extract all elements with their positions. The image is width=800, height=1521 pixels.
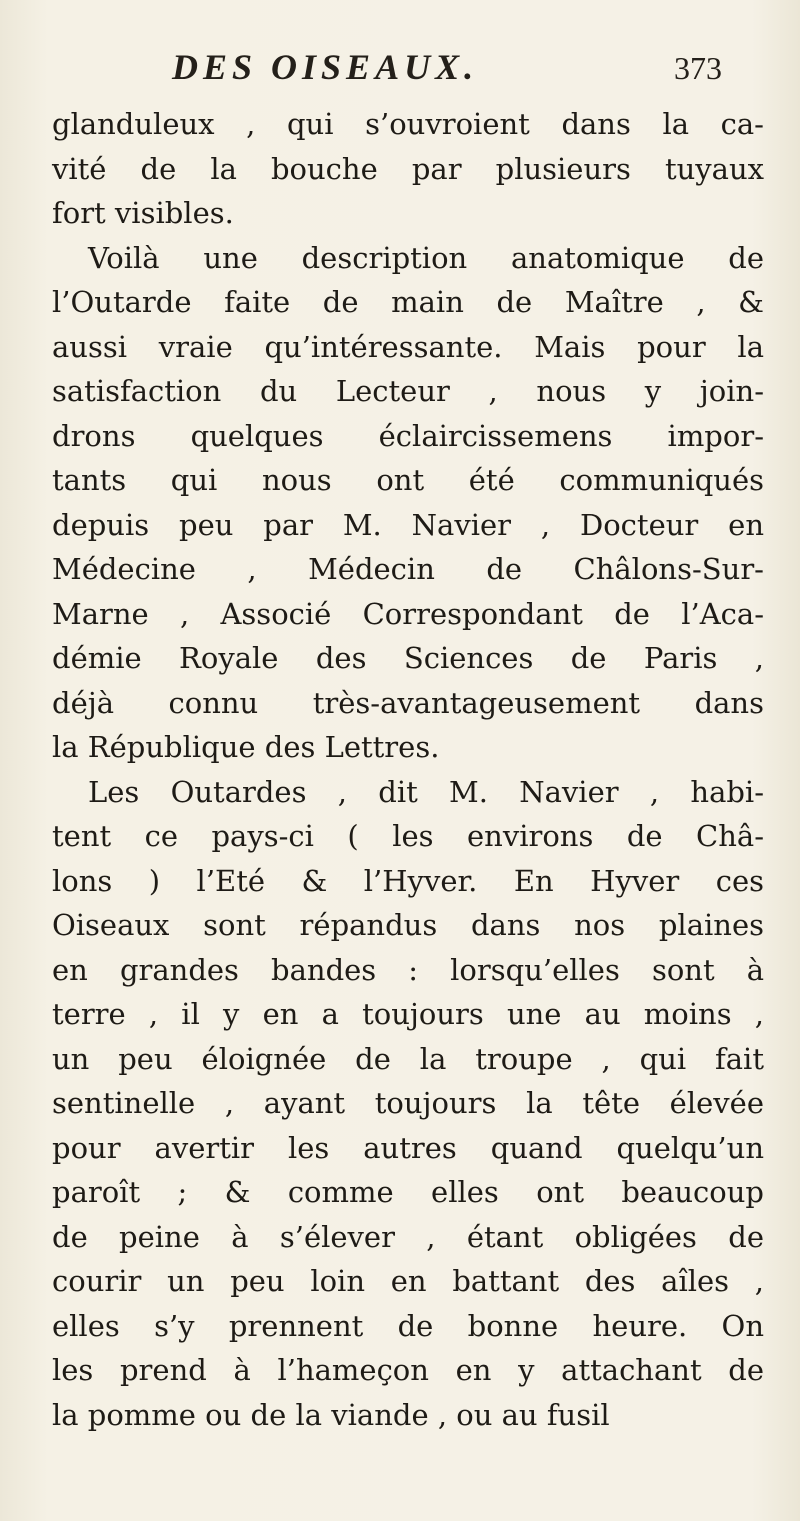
running-title: DES OISEAUX. xyxy=(172,47,479,87)
text-line: Les Outardes , dit M. Navier , habi- xyxy=(88,774,764,809)
text-line: pour avertir les autres quand quelqu’un xyxy=(52,1130,764,1165)
text-line: fort visibles. xyxy=(52,196,234,230)
text-line: glanduleux , qui s’ouvroient dans la ca- xyxy=(52,107,764,141)
text-line: de peine à s’élever , étant obligées de xyxy=(52,1219,764,1254)
text-line: courir un peu loin en battant des aîles , xyxy=(52,1264,764,1298)
text-line: elles s’y prennent de bonne heure. On xyxy=(52,1308,764,1343)
text-line: l’Outarde faite de main de Maître , & xyxy=(52,285,764,319)
text-line: Marne , Associé Correspondant de l’Aca- xyxy=(52,596,764,631)
text-line: sentinelle , ayant toujours la tête élevée xyxy=(52,1086,764,1120)
text-line: tants qui nous ont été communiqués xyxy=(52,463,764,497)
text-line: Oiseaux sont répandus dans nos plaines xyxy=(52,908,764,942)
text-line: Voilà une description anatomique de xyxy=(88,240,764,275)
text-line: en grandes bandes : lorsqu’elles sont à xyxy=(52,952,764,987)
text-line: drons quelques éclaircissemens impor- xyxy=(52,418,764,453)
text-line: déjà connu très-avantageusement dans xyxy=(52,685,764,720)
text-line: vité de la bouche par plusieurs tuyaux xyxy=(52,151,764,186)
page-header xyxy=(172,46,722,96)
text-line: la pomme ou de la viande , ou au fusil xyxy=(52,1397,610,1432)
text-line: satisfaction du Lecteur , nous y join- xyxy=(52,374,764,408)
text-line: la République des Lettres. xyxy=(52,730,440,764)
text-line: démie Royale des Sciences de Paris , xyxy=(52,641,764,675)
text-line: lons ) l’Eté & l’Hyver. En Hyver ces xyxy=(52,863,764,898)
text-line: aussi vraie qu’intéressante. Mais pour la xyxy=(52,329,764,364)
text-line: tent ce pays-ci ( les environs de Châ- xyxy=(52,819,764,853)
text-line: les prend à l’hameçon en y attachant de xyxy=(52,1353,764,1387)
text-line: Médecine , Médecin de Châlons-Sur- xyxy=(52,552,764,586)
text-line: terre , il y en a toujours une au moins , xyxy=(52,997,764,1031)
text-line: paroît ; & comme elles ont beaucoup xyxy=(52,1175,764,1209)
text-line: depuis peu par M. Navier , Docteur en xyxy=(52,507,764,542)
body-text xyxy=(52,102,764,1437)
page-number: 373 xyxy=(674,50,722,86)
text-line: un peu éloignée de la troupe , qui fait xyxy=(52,1041,764,1076)
